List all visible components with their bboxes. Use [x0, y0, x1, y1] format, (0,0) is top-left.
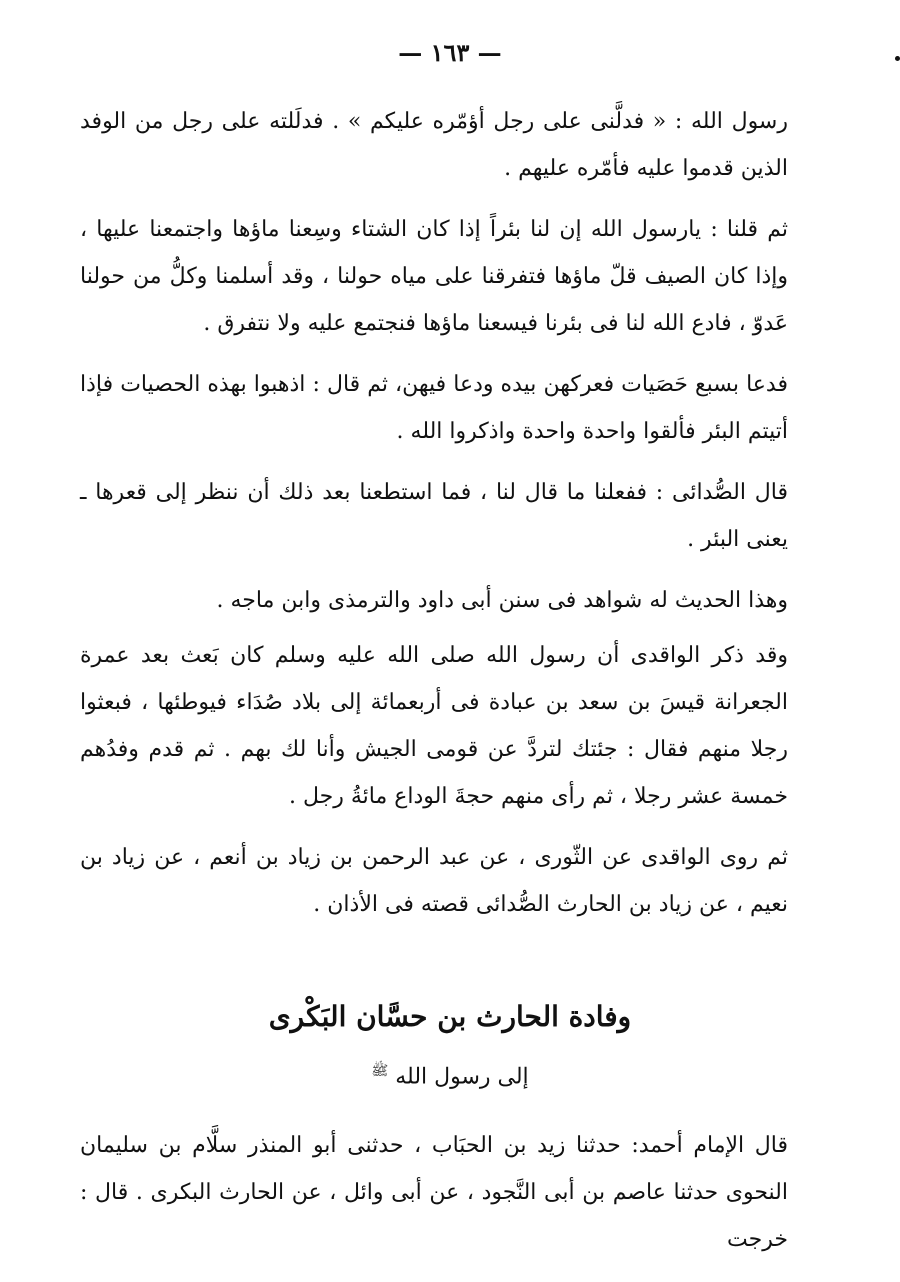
paragraph-6: وقد ذكر الواقدى أن رسول الله صلى الله عليه وسلم كان بَعث بعد عمرة الجعرانة قيسَ بن سعد بن عبادة فى أربعمائة إلى بلاد صُدَاء فيوطئها ، فبعثوا رجلا منهم فقال : جئتك لتردَّ عن قومى الجيش وأنا لك بهم . ثم قدم وفدُهم خمسة عشر رجلا ، ثم رأى منهم حجةَ الوداع مائةُ رجل .: [80, 643, 788, 809]
section-subheading: [0, 1062, 900, 1089]
paragraph-5: وهذا الحديث له شواهد فى سنن أبى داود والترمذى وابن ماجه .: [216, 588, 788, 613]
page-number: — ١٦٣ —: [398, 38, 502, 67]
paragraph-8: قال الإمام أحمد: حدثنا زيد بن الحبَاب ، حدثنى أبو المنذر سلَّام بن سليمان النحوى حدثنا عاصم بن أبى النَّجود ، عن أبى وائل ، عن الحارث البكرى . قال : خرجت: [80, 1133, 788, 1252]
paragraph-1: رسول الله : « فدلَّنى على رجل أؤمّره عليكم » . فدلَلته على رجل من الوفد الذين قدموا عليه فأمّره عليهم .: [80, 109, 788, 181]
section-subheading-text: إلى رسول الله: [395, 1064, 529, 1090]
body-text-top: [80, 98, 788, 928]
section-heading: وفادة الحارث بن حسَّان البَكْرى: [268, 1000, 632, 1033]
paragraph-2: ثم قلنا : يارسول الله إن لنا بئراً إذا كان الشتاء وسِعنا ماؤها واجتمعنا عليها ، وإذا كان الصيف قلّ ماؤها فتفرقنا على مياه حولنا ، وقد أسلمنا وكلُّ من حولنا عَدوّ ، فادع الله لنا فى بئرنا فيسعنا ماؤها فنجتمع عليه ولا نتفرق .: [80, 217, 788, 336]
honorific-glyph: ﷺ: [371, 1063, 389, 1079]
paragraph-7: ثم روى الواقدى عن الثّورى ، عن عبد الرحمن بن زياد بن أنعم ، عن زياد بن نعيم ، عن زياد بن الحارث الصُّدائى قصته فى الأذان .: [80, 845, 788, 917]
body-text-bottom: [80, 1122, 788, 1263]
paragraph-3: فدعا بسبع حَصَيات فعركهن بيده ودعا فيهن، ثم قال : اذهبوا بهذه الحصيات فإذا أتيتم البئر فألقوا واحدة واحدة واذكروا الله .: [80, 372, 788, 444]
paragraph-4: قال الصُّدائى : ففعلنا ما قال لنا ، فما استطعنا بعد ذلك أن ننظر إلى قعرها ـ يعنى البئر .: [80, 480, 788, 552]
